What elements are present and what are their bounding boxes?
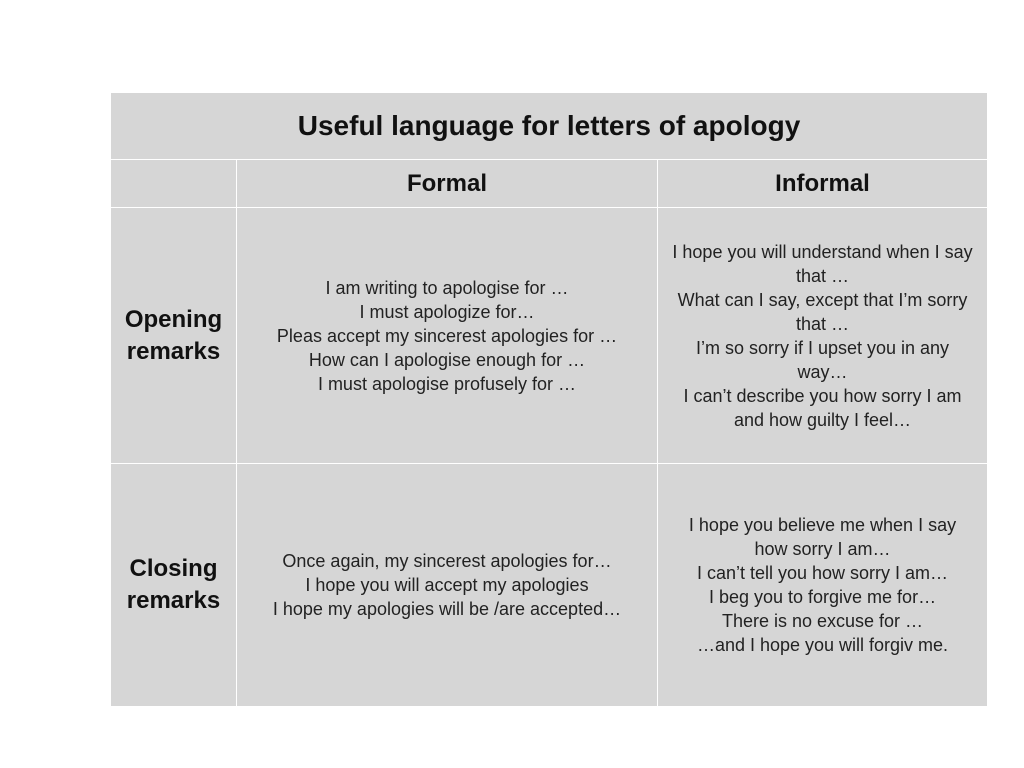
closing-remarks-row: [111, 464, 988, 707]
opening-remarks-row: [111, 208, 988, 464]
phrase-item: I hope you believe me when I say: [688, 515, 957, 535]
title-row: [111, 93, 988, 160]
phrase-item: There is no excuse for …: [721, 611, 924, 631]
phrase-item: Once again, my sincerest apologies for…: [282, 551, 612, 571]
header-formal: Formal: [237, 160, 658, 208]
phrase-list: [241, 276, 653, 396]
row-label-opening: [111, 208, 237, 464]
phrase-item: that …: [795, 313, 850, 334]
closing-formal-cell: [237, 464, 658, 707]
phrase-item: I must apologise profusely for …: [317, 373, 577, 394]
phrase-list: [241, 549, 653, 621]
phrase-item: I hope my apologies will be /are accepted…: [272, 599, 622, 619]
table-title: Useful language for letters of apology: [111, 93, 988, 160]
phrase-item: I hope you will understand when I say: [672, 241, 973, 262]
column-header-row: [111, 160, 988, 208]
phrase-item: that …: [795, 265, 850, 286]
phrase-item: I’m so sorry if I upset you in any: [695, 337, 950, 358]
phrase-list: [662, 513, 983, 657]
phrase-item: and how guilty I feel…: [733, 409, 912, 430]
opening-formal-cell: [237, 208, 658, 464]
phrase-item: way…: [797, 361, 848, 382]
phrase-item: …and I hope you will forgiv me.: [696, 635, 949, 655]
opening-informal-cell: [658, 208, 988, 464]
row-label-line: remarks: [126, 337, 221, 365]
phrase-item: I can’t describe you how sorry I am: [683, 385, 962, 406]
phrase-item: What can I say, except that I’m sorry: [677, 289, 968, 310]
row-label-line: Closing: [129, 555, 218, 582]
phrase-item: I beg you to forgive me for…: [708, 587, 937, 607]
phrase-item: I can’t tell you how sorry I am…: [696, 563, 949, 583]
phrase-item: I am writing to apologise for …: [325, 277, 569, 298]
phrase-item: I must apologize for…: [359, 301, 535, 322]
header-informal: Informal: [658, 160, 988, 208]
phrase-item: how sorry I am…: [754, 539, 891, 559]
row-label-closing: [111, 464, 237, 707]
row-label-line: remarks: [126, 587, 221, 614]
phrase-item: Pleas accept my sincerest apologies for …: [276, 325, 618, 346]
closing-informal-cell: [658, 464, 988, 707]
apology-phrases-table: [110, 92, 988, 707]
phrase-item: How can I apologise enough for …: [308, 349, 586, 370]
phrase-item: I hope you will accept my apologies: [305, 575, 589, 595]
row-label-line: Opening: [124, 305, 223, 333]
header-empty-cell: [111, 160, 237, 208]
phrase-list: [662, 240, 983, 432]
